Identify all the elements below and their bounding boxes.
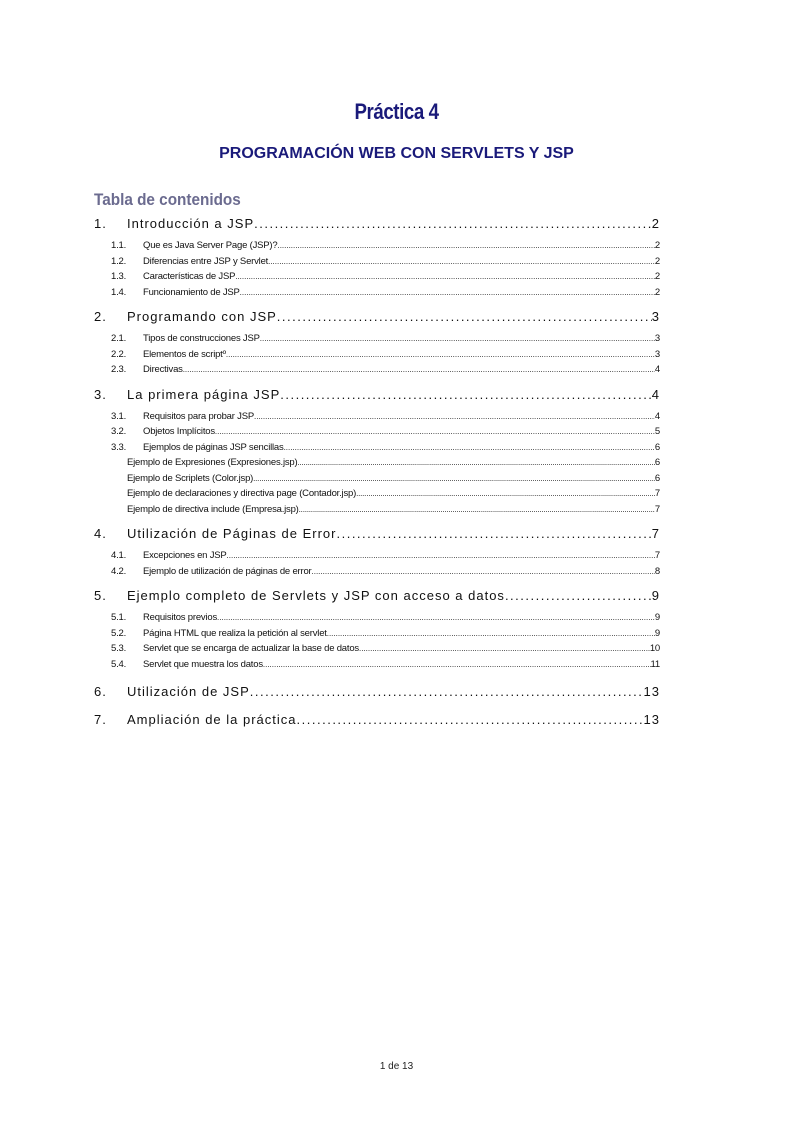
toc-item-number: 4.1. bbox=[111, 550, 127, 561]
toc-item-number: 5.2. bbox=[111, 627, 127, 639]
toc-item-title: Página HTML que realiza la petición al servlet bbox=[143, 627, 327, 639]
toc-item-title: Características de JSP bbox=[143, 271, 236, 282]
toc-item-3-2[interactable] bbox=[94, 426, 660, 442]
toc-page-number: 6 bbox=[654, 472, 660, 484]
toc-item-5-4[interactable] bbox=[94, 659, 660, 675]
toc-item-number: 1.2. bbox=[111, 255, 127, 267]
toc-leader-dots bbox=[336, 526, 651, 541]
toc-leader-dots bbox=[312, 567, 655, 576]
toc-item-5-1[interactable] bbox=[94, 612, 660, 628]
toc-leader-dots bbox=[299, 505, 655, 514]
toc-section-2[interactable] bbox=[94, 309, 660, 330]
toc-section-title: Programando con JSP bbox=[127, 309, 277, 324]
toc-page-number: 4 bbox=[651, 386, 660, 402]
toc-subitem-3-3-4[interactable] bbox=[94, 504, 660, 520]
toc-section-number: 5. bbox=[94, 588, 107, 603]
toc-item-number: 5.3. bbox=[111, 643, 127, 654]
table-of-contents bbox=[94, 216, 660, 733]
toc-item-title: Tipos de construcciones JSP bbox=[143, 333, 260, 344]
toc-item-title: Ejemplo de utilización de páginas de error bbox=[143, 565, 312, 577]
toc-page-number: 3 bbox=[651, 309, 660, 324]
toc-page-number: 4 bbox=[654, 410, 660, 422]
toc-section-number: 6. bbox=[94, 684, 107, 699]
toc-section-5[interactable] bbox=[94, 588, 660, 609]
toc-item-title: Requisitos previos bbox=[143, 612, 218, 623]
page-footer-number: 1 de 13 bbox=[379, 1061, 414, 1072]
toc-leader-dots bbox=[359, 644, 650, 653]
toc-item-title: Diferencias entre JSP y Servlet bbox=[143, 255, 269, 267]
toc-section-title: Introducción a JSP bbox=[127, 216, 255, 231]
toc-page-number: 9 bbox=[654, 627, 660, 639]
toc-section-number: 3. bbox=[94, 386, 107, 402]
toc-page-number: 5 bbox=[654, 426, 660, 437]
toc-page-number: 4 bbox=[654, 364, 660, 375]
toc-page-number: 2 bbox=[651, 216, 660, 231]
toc-section-number: 1. bbox=[94, 216, 107, 231]
toc-item-number: 4.2. bbox=[111, 565, 127, 577]
toc-section-title: Utilización de Páginas de Error bbox=[127, 526, 337, 541]
toc-subitem-3-3-2[interactable] bbox=[94, 473, 660, 489]
toc-item-number: 1.3. bbox=[111, 271, 127, 282]
toc-item-number: 2.2. bbox=[111, 348, 127, 360]
toc-leader-dots bbox=[253, 474, 655, 483]
toc-item-number: 5.1. bbox=[111, 612, 127, 623]
toc-section-number: 2. bbox=[94, 309, 107, 324]
toc-leader-dots bbox=[263, 660, 651, 669]
toc-page-number: 7 bbox=[654, 488, 660, 499]
toc-item-number: 1.4. bbox=[111, 286, 127, 298]
toc-leader-dots bbox=[280, 387, 652, 402]
toc-item-2-3[interactable] bbox=[94, 364, 660, 380]
toc-section-3[interactable] bbox=[94, 387, 660, 408]
toc-page-number: 7 bbox=[651, 526, 660, 541]
toc-section-6[interactable] bbox=[94, 684, 660, 705]
toc-leader-dots bbox=[254, 216, 652, 231]
toc-item-number: 3.2. bbox=[111, 426, 127, 437]
toc-page-number: 13 bbox=[643, 684, 660, 699]
toc-leader-dots bbox=[260, 334, 655, 343]
toc-page-number: 6 bbox=[654, 441, 660, 453]
toc-page-number: 2 bbox=[654, 255, 660, 267]
toc-page-number: 3 bbox=[654, 333, 660, 344]
toc-page-number: 2 bbox=[654, 286, 660, 298]
toc-item-5-3[interactable] bbox=[94, 643, 660, 659]
toc-section-4[interactable] bbox=[94, 526, 660, 547]
toc-section-title: Ejemplo completo de Servlets y JSP con acceso a datos bbox=[127, 588, 505, 603]
toc-leader-dots bbox=[183, 365, 655, 374]
toc-section-7[interactable] bbox=[94, 712, 660, 733]
toc-subitem-title: Ejemplo de Expresiones (Expresiones.jsp) bbox=[127, 457, 298, 468]
toc-item-number: 3.3. bbox=[111, 441, 127, 453]
toc-section-1[interactable] bbox=[94, 216, 660, 237]
toc-section-title: La primera página JSP bbox=[127, 386, 281, 402]
toc-item-title: Directivas bbox=[143, 364, 183, 375]
toc-leader-dots bbox=[227, 551, 655, 560]
toc-item-number: 1.1. bbox=[111, 240, 127, 251]
toc-page-number: 9 bbox=[651, 588, 660, 603]
toc-leader-dots bbox=[297, 712, 644, 727]
toc-item-5-2[interactable] bbox=[94, 628, 660, 644]
toc-page-number: 6 bbox=[654, 457, 660, 468]
toc-item-title: Funcionamiento de JSP bbox=[143, 286, 240, 298]
toc-subitem-title: Ejemplo de directiva include (Empresa.jsp) bbox=[127, 503, 299, 515]
toc-item-4-2[interactable] bbox=[94, 566, 660, 582]
toc-section-title: Ampliación de la práctica bbox=[127, 712, 297, 727]
toc-heading: Tabla de contenidos bbox=[94, 190, 241, 209]
toc-item-title: Que es Java Server Page (JSP)? bbox=[143, 240, 278, 251]
toc-page-number: 2 bbox=[654, 240, 660, 251]
toc-page-number: 9 bbox=[654, 612, 660, 623]
toc-leader-dots bbox=[327, 629, 655, 638]
toc-subitem-title: Ejemplo de Scriplets (Color.jsp) bbox=[127, 472, 254, 484]
toc-item-title: Excepciones en JSP bbox=[143, 550, 227, 561]
toc-subitem-title: Ejemplo de declaraciones y directiva page (Contador.jsp) bbox=[127, 488, 357, 499]
toc-subitem-3-3-3[interactable] bbox=[94, 488, 660, 504]
toc-item-1-2[interactable] bbox=[94, 256, 660, 272]
toc-leader-dots bbox=[235, 272, 655, 281]
toc-leader-dots bbox=[297, 458, 654, 467]
toc-page-number: 7 bbox=[654, 503, 660, 515]
toc-leader-dots bbox=[217, 613, 655, 622]
toc-leader-dots bbox=[268, 257, 655, 266]
toc-page-number: 13 bbox=[643, 712, 660, 727]
toc-item-title: Servlet que se encarga de actualizar la base de datos bbox=[143, 643, 359, 654]
toc-item-number: 5.4. bbox=[111, 658, 127, 670]
page-subtitle: PROGRAMACIÓN WEB CON SERVLETS Y JSP bbox=[219, 145, 574, 162]
toc-item-number: 3.1. bbox=[111, 410, 127, 422]
toc-item-number: 2.3. bbox=[111, 364, 127, 375]
toc-page-number: 7 bbox=[654, 550, 660, 561]
toc-item-title: Objetos Implícitos bbox=[143, 426, 215, 437]
toc-leader-dots bbox=[240, 288, 655, 297]
toc-subitem-3-3-1[interactable] bbox=[94, 457, 660, 473]
toc-item-1-3[interactable] bbox=[94, 271, 660, 287]
toc-item-title: Servlet que muestra los datos bbox=[143, 658, 263, 670]
toc-page-number: 2 bbox=[654, 271, 660, 282]
toc-section-title: Utilización de JSP bbox=[127, 684, 250, 699]
toc-leader-dots bbox=[505, 588, 652, 603]
toc-page-number: 8 bbox=[654, 565, 660, 577]
toc-item-number: 2.1. bbox=[111, 333, 127, 344]
toc-item-3-3[interactable] bbox=[94, 442, 660, 458]
toc-item-3-1[interactable] bbox=[94, 411, 660, 427]
toc-page-number: 3 bbox=[654, 348, 660, 360]
toc-page-number: 10 bbox=[649, 643, 660, 654]
toc-section-number: 4. bbox=[94, 526, 107, 541]
toc-item-1-1[interactable] bbox=[94, 240, 660, 256]
toc-leader-dots bbox=[277, 309, 652, 324]
toc-item-title: Elementos de scriptº bbox=[143, 348, 226, 360]
toc-item-title: Ejemplos de páginas JSP sencillas bbox=[143, 441, 284, 453]
toc-leader-dots bbox=[356, 489, 655, 498]
toc-item-1-4[interactable] bbox=[94, 287, 660, 303]
toc-item-4-1[interactable] bbox=[94, 550, 660, 566]
toc-item-2-1[interactable] bbox=[94, 333, 660, 349]
toc-leader-dots bbox=[277, 241, 654, 250]
toc-item-2-2[interactable] bbox=[94, 349, 660, 365]
page-title: Práctica 4 bbox=[354, 99, 439, 124]
toc-leader-dots bbox=[250, 684, 644, 699]
toc-leader-dots bbox=[215, 427, 655, 436]
toc-leader-dots bbox=[226, 350, 655, 359]
toc-section-number: 7. bbox=[94, 712, 107, 727]
toc-page-number: 11 bbox=[650, 658, 660, 670]
toc-item-title: Requisitos para probar JSP bbox=[143, 410, 254, 422]
toc-leader-dots bbox=[254, 412, 655, 421]
toc-leader-dots bbox=[284, 443, 655, 452]
